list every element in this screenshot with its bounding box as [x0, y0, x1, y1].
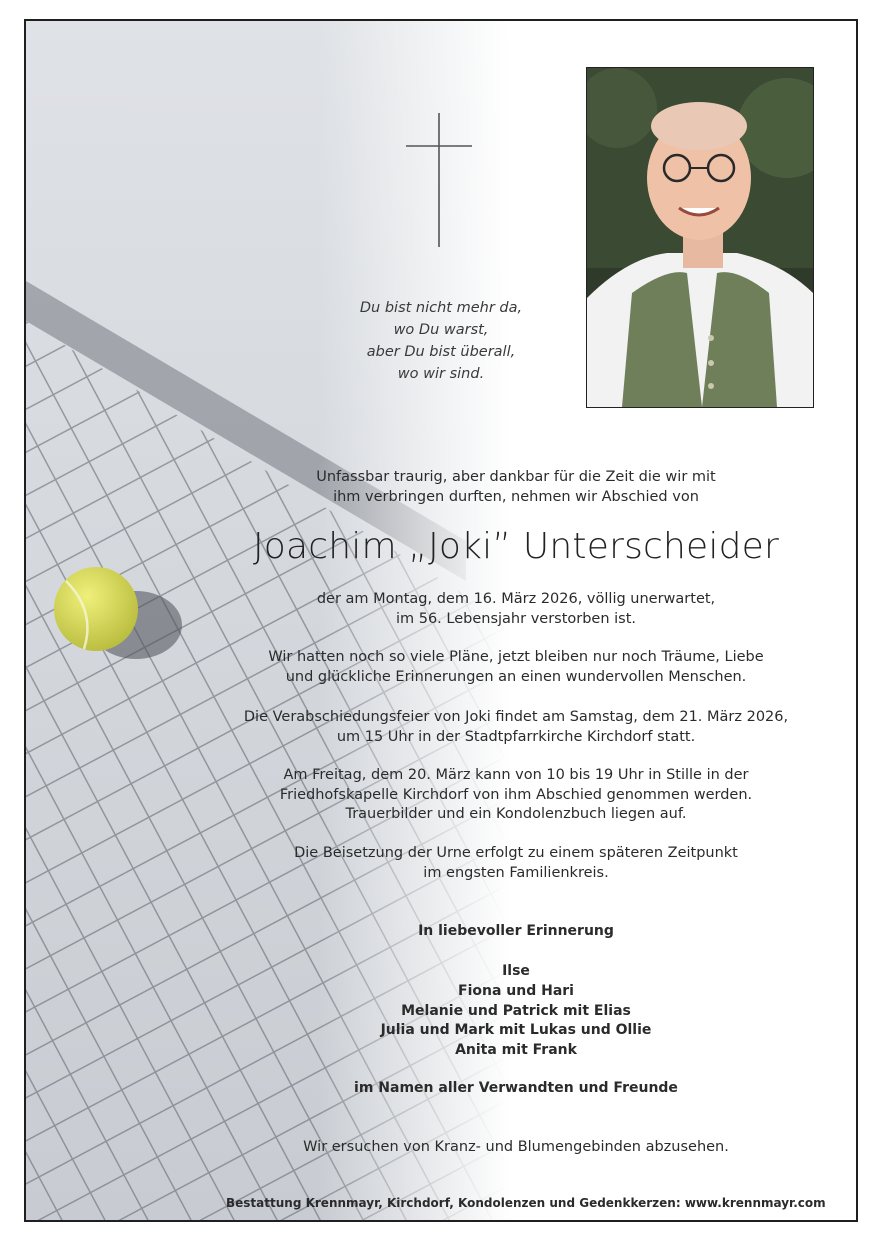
family-member: Anita mit Frank — [455, 1042, 577, 1059]
quote-line: wo Du warst, — [393, 322, 489, 338]
deceased-name: Joachim „Joki” Unterscheider — [252, 526, 780, 567]
death-notice-line: der am Montag, dem 16. März 2026, völlig unerwartet, — [316, 591, 716, 607]
death-notice-line: im 56. Lebensjahr verstorben ist. — [395, 610, 637, 627]
family-list — [226, 962, 806, 1061]
family-member: Fiona und Hari — [458, 982, 574, 999]
memory-text — [226, 648, 806, 687]
family-member: Julia und Mark mit Lukas und Ollie — [380, 1022, 652, 1039]
quote-line: Du bist nicht mehr da, — [359, 300, 523, 316]
funeral-home-footer: Bestattung Krennmayr, Kirchdorf, Kondolenzen und Gedenkkerzen: www.krennmayr.com — [226, 1196, 826, 1210]
viewing-line: Am Freitag, dem 20. März kann von 10 bis 19 Uhr in Stille in der — [283, 767, 749, 783]
intro-line: ihm verbringen durften, nehmen wir Abschied von — [333, 488, 699, 505]
cross-icon — [406, 113, 472, 247]
burial-info — [226, 844, 806, 883]
memory-line: Wir hatten noch so viele Pläne, jetzt bleiben nur noch Träume, Liebe — [268, 649, 764, 665]
burial-line: Die Beisetzung der Urne erfolgt zu einem späteren Zeitpunkt — [294, 845, 738, 861]
death-notice — [226, 590, 806, 629]
obituary-card — [24, 19, 858, 1222]
memory-line: und glückliche Erinnerungen an einen wundervollen Menschen. — [285, 668, 747, 685]
ceremony-line: Die Verabschiedungsfeier von Joki findet am Samstag, dem 21. März 2026, — [243, 709, 789, 725]
family-member: Ilse — [502, 963, 530, 979]
signature-closing: im Namen aller Verwandten und Freunde — [354, 1080, 678, 1096]
viewing-info — [226, 766, 806, 825]
family-member: Melanie und Patrick mit Elias — [401, 1002, 631, 1019]
burial-line: im engsten Familienkreis. — [423, 864, 609, 881]
ceremony-info — [226, 708, 806, 747]
portrait-photo — [586, 67, 814, 408]
intro-text — [226, 468, 806, 507]
ceremony-line: um 15 Uhr in der Stadtpfarrkirche Kirchdorf statt. — [336, 728, 696, 745]
quote-line: aber Du bist überall, — [366, 344, 516, 360]
signature-heading: In liebevoller Erinnerung — [418, 923, 614, 939]
flower-request: Wir ersuchen von Kranz- und Blumengebinden abzusehen. — [303, 1139, 729, 1155]
viewing-line: Trauerbilder und ein Kondolenzbuch liegen auf. — [345, 806, 687, 822]
intro-line: Unfassbar traurig, aber dankbar für die Zeit die wir mit — [316, 469, 716, 485]
viewing-line: Friedhofskapelle Kirchdorf von ihm Abschied genommen werden. — [279, 786, 753, 803]
memorial-quote — [316, 297, 566, 385]
quote-line: wo wir sind. — [397, 366, 485, 382]
